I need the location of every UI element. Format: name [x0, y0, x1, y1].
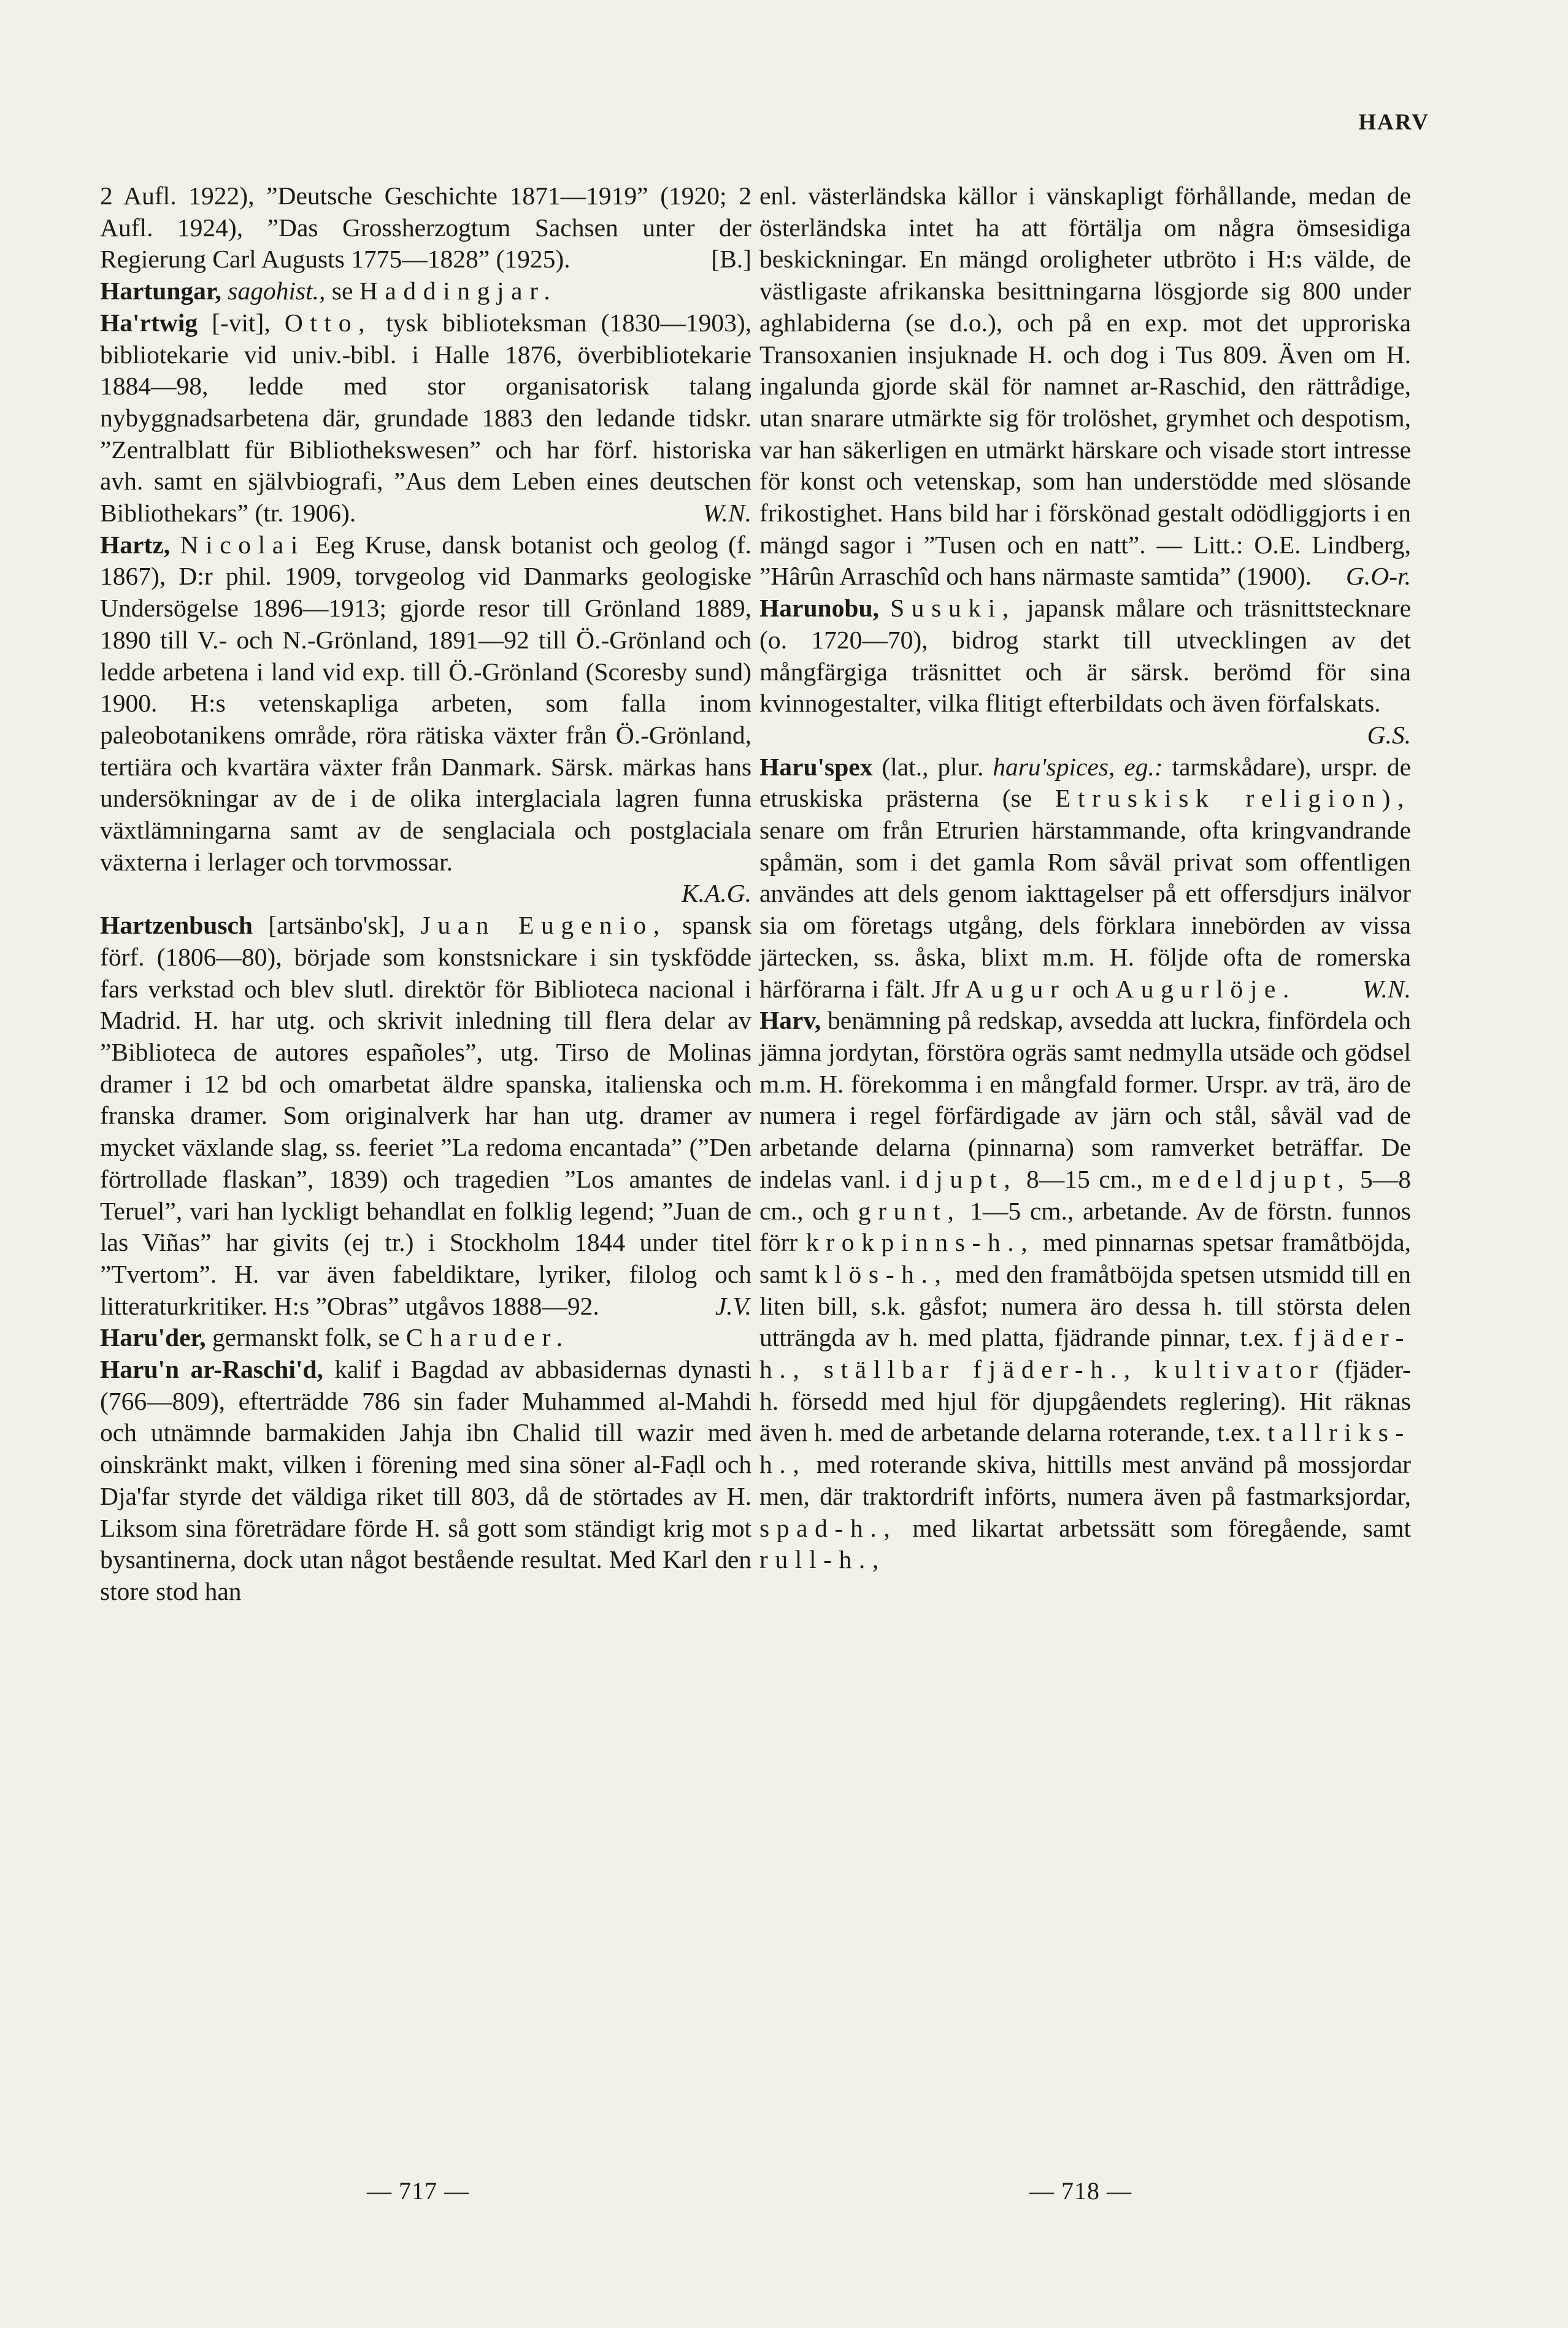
term: spad-h., — [759, 1513, 897, 1542]
entry-haruspex — [759, 751, 1411, 1005]
signature: K.A.G. — [681, 879, 751, 908]
term: medeldjupt, — [1151, 1164, 1351, 1193]
entry-hartz — [100, 529, 751, 910]
abbrev: sagohist., — [228, 277, 326, 305]
entry-text: med likartat arbetssätt som föregående, samt — [912, 1513, 1412, 1542]
term: djupt, — [915, 1164, 1018, 1193]
running-header: HARV — [1358, 110, 1429, 135]
entry-harv — [759, 1005, 1411, 1576]
entry-hartwig — [100, 307, 751, 529]
term: tallriks-h., — [759, 1418, 1411, 1479]
entry-continuation — [100, 180, 751, 275]
entry-text: 5—8 cm., och — [759, 1164, 1412, 1225]
term: rull-h., — [759, 1545, 886, 1574]
entry-text: japansk målare och träsnittstecknare (o. 1720—70), bidrog starkt till utvecklingen av det mångfärgiga träsnittet och är särsk. berömd för sina kvinnogestalter, vilka flitigt efterbildats och även förfalskats. — [759, 594, 1411, 718]
crossref: Charuder. — [405, 1323, 570, 1352]
headword: Hartungar, — [100, 277, 221, 305]
entry-hartzenbusch — [100, 910, 751, 1322]
right-column — [759, 180, 1411, 1576]
entry-text: med roterande skiva, hittills mest använd på mossjordar men, där traktordrift införts, numera även på fastmarksjordar, — [759, 1450, 1411, 1510]
entry-text: Eeg Kruse, dansk botanist och geolog (f. 1867), D:r phil. 1909, torvgeolog vid Danmarks geologiske Undersögelse 1896—1913; gjorde resor till Grönland 1889, 1890 till V.- och N.-Grönland, 1891—92 till Ö.-Grönland och ledde arbetena i land vid exp. till Ö.-Grönland (Scoresby sund) 1900. H:s vetenskapliga arbeten, som falla inom paleobotanikens område, röra rätiska växter från Ö.-Grönland, tertiära och kvartära växter från Danmark. Särsk. märkas hans undersökningar av de i de olika interglaciala lagren funna växtlämningarna samt av de senglaciala och postglaciala växterna i lerlager och torvmossar. — [100, 530, 752, 876]
headword: Harv, — [759, 1006, 821, 1035]
entry-text: (fjäder-h. försedd med hjul för djupgåendets reglering). Hit räknas även h. med de arbetande delarna roterande, t.ex. — [759, 1355, 1412, 1447]
signature: W.N. — [1362, 974, 1411, 1003]
crossref: Augurlöje. — [1115, 974, 1296, 1003]
signature: G.S. — [1367, 720, 1411, 749]
page-number-left: — 717 — — [367, 2177, 469, 2205]
entry-text: spansk förf. (1806—80), började som konstsnickare i sin tyskfödde fars verkstad och blev slutl. direktör för Biblioteca nacional i Madrid. H. har utg. och skrivit inledning till flera delar av ”Biblioteca de autores españoles”, utg. Tirso de Molinas dramer i 12 bd och omarbetat äldre spanska, italienska och franska dramer. Som originalverk har han utg. dramer av mycket växlande slag, ss. feeriet ”La redoma encantada” (”Den förtrollade flaskan”, 1839) och tragedien ”Los amantes de Teruel”, vari han lyckligt behandlat en folklig legend; ”Juan de las Viñas” har givits (ej tr.) i Stockholm 1844 under titel ”Tvertom”. H. var även fabeldiktare, lyriker, filolog och litteraturkritiker. H:s ”Obras” utgåvos 1888—92. — [100, 911, 752, 1320]
signature: G.O-r. — [1345, 562, 1411, 591]
entry-text: benämning på redskap, avsedda att luckra, finfördela och jämna jordytan, förstöra ogräs samt nedmylla utsäde och gödsel m.m. H. förekomma i en mångfald former. Urspr. av trä, äro de numera i regel förfärdigade av järn och stål, såväl vad de arbetande delarna (pinnarna) som ramverket beträffar. De indelas vanl. i — [759, 1006, 1411, 1193]
entry-text: kalif i Bagdad av abbasidernas dynasti (766—809), efterträdde 786 sin fader Muhammed al-Mahdi och utnämnde barmakiden Jahja ibn Chalid till wazir med oinskränkt makt, vilken i förening med sina söner al-Faḍl och Dja'far styrde det väldiga riket till 803, då de störtades av H. Liksom sina företrädare förde H. så gott som ständigt krig mot bysantinerna, dock utan något bestående resultat. Med Karl den store stod han — [100, 1355, 751, 1605]
entry-text: 8—15 cm., — [1026, 1164, 1143, 1193]
entry-text: senare om från Etrurien härstammande, ofta kringvandrande spåmän, som i det gamla Rom såväl privat som offentligen användes att dels genom iakttagelser på ett offersdjurs inälvor sia om företags utgång, dels förklara innebörden av vissa järtecken, ss. åska, blixt m.m. H. följde ofta de romerska härförarna i fält. Jfr — [759, 816, 1411, 1003]
entry-text: 1—5 cm., arbetande. Av de förstn. funnos förr — [759, 1196, 1412, 1257]
term: fjäder-h., ställbar fjäder-h., kultivator — [759, 1323, 1412, 1384]
entry-haruder — [100, 1322, 751, 1354]
term: grunt, — [858, 1196, 961, 1225]
entry-text: tarmskådare), urspr. de etruskiska prästerna (se — [759, 752, 1411, 813]
crossref: Etruskisk religion), — [1055, 784, 1411, 813]
signature: J.V. — [715, 1291, 751, 1320]
entry-harunobu — [759, 593, 1411, 751]
crossref: Haddingjar. — [359, 277, 558, 305]
entry-text: 2 Aufl. 1922), ”Deutsche Geschichte 1871—1919” (1920; 2 Aufl. 1924), ”Das Grossherzogtum Sachsen unter der Regierung Carl Augusts 1775—1828” (1925). — [100, 182, 751, 274]
given-name: Juan Eugenio, — [420, 911, 667, 940]
given-name: Susuki, — [890, 594, 1016, 623]
term: krokpinns-h., — [805, 1228, 1035, 1257]
crossref: Augur — [965, 974, 1066, 1003]
term: klös-h., — [815, 1259, 948, 1288]
entry-text: se — [331, 277, 353, 305]
entry-continuation — [759, 180, 1411, 593]
signature: [B.] — [711, 245, 751, 274]
entry-text: (lat., plur. — [882, 752, 984, 781]
headword: Hartz, — [100, 530, 171, 559]
entry-text: med pinnarnas spetsar framåtböjda, samt — [759, 1228, 1411, 1288]
entry-text: med den framåtböjda spetsen utsmidd till en liten bill, s.k. gåsfot; numera äro dessa h. till största delen utträngda av h. med platta, fjädrande pinnar, t.ex. — [759, 1259, 1412, 1352]
entry-text: och — [1072, 974, 1109, 1003]
entry-text: enl. västerländska källor i vänskapligt förhållande, medan de österländska intet ha att förtälja om några ömsesidiga beskickningar. En mängd oroligheter utbröto i H:s välde, de västligaste afrikanska besittningarna lösgjorde sig 800 under aghlabiderna (se d.o.), och på en exp. mot det upproriska Transoxanien insjuknade H. och dog i Tus 809. Även om H. ingalunda gjorde skäl för namnet ar-Raschid, den rättrådige, utan snarare utmärkte sig för trolöshet, grymhet och despotism, var han säkerligen en utmärkt härskare och visade stort intresse för konst och vetenskap, som han understödde med slösande frikostighet. Hans bild har i förskönad gestalt odödliggjorts i en mängd sagor i ”Tusen och en natt”. — Litt.: O.E. Lindberg, ”Hârûn Arraschîd och hans närmaste samtida” (1900). — [759, 182, 1411, 591]
pronunciation: [-vit], — [212, 308, 271, 337]
pronunciation: [artsänbo'sk], — [268, 911, 405, 940]
page-number-right: — 718 — — [1029, 2177, 1132, 2205]
headword: Haru'n ar-Raschi'd, — [100, 1355, 323, 1384]
entry-hartungar — [100, 275, 751, 307]
headword: Haru'spex — [759, 752, 873, 781]
headword: Harunobu, — [759, 594, 879, 623]
entry-text: germanskt folk, se — [212, 1323, 400, 1352]
entry-harun-ar-raschid — [100, 1354, 751, 1608]
headword: Haru'der, — [100, 1323, 206, 1352]
headword: Ha'rtwig — [100, 308, 198, 337]
plural-form: haru'spices, eg.: — [993, 752, 1163, 781]
given-name: Otto, — [284, 308, 372, 337]
given-name: Nicolai — [180, 530, 305, 559]
left-column — [100, 180, 751, 1608]
signature: W.N. — [702, 499, 751, 528]
entry-text: tysk biblioteksman (1830—1903), bibliotekarie vid univ.-bibl. i Halle 1876, överbibliotekarie 1884—98, ledde med stor organisatorisk talang nybyggnadsarbetena där, grundade 1883 den ledande tidskr. ”Zentralblatt für Bibliothekswesen” och har förf. historiska avh. samt en självbiografi, ”Aus dem Leben eines deutschen Bibliothekars” (tr. 1906). — [100, 308, 752, 528]
headword: Hartzenbusch — [100, 911, 253, 940]
